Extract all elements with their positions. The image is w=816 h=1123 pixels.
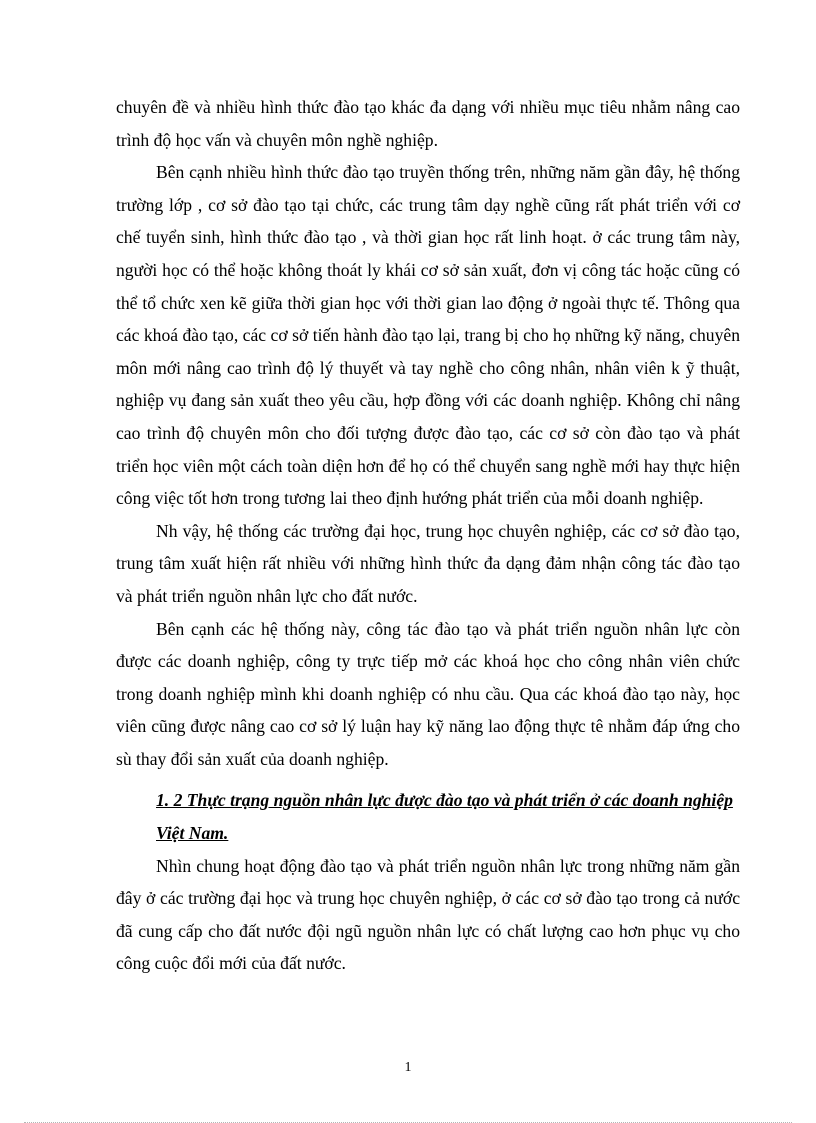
page-number: 1 bbox=[404, 1060, 412, 1075]
document-body bbox=[116, 91, 740, 980]
section-heading: 1. 2 Thực trạng nguồn nhân lực được đào tạo và phát triển ở các doanh nghiệp Việt Nam. bbox=[156, 790, 733, 844]
paragraph-training-forms: Bên cạnh nhiều hình thức đào tạo truyền thống trên, những năm gần đây, hệ thống trường lớp , cơ sở đào tạo tại chức, các trung tâm dạy nghề cũng rất phát triển với cơ chế tuyển sinh, hình thức đào tạo , và thời gian học rất linh hoạt. ở các trung tâm này, người học có thể hoặc không thoát ly khái cơ sở sản xuất, đơn vị công tác hoặc cũng có thể tổ chức xen kẽ giữa thời gian học với thời gian lao động ở ngoài thực tế. Thông qua các khoá đào tạo, các cơ sở tiến hành đào tạo lại, trang bị cho họ những kỹ năng, chuyên môn mới nâng cao trình độ lý thuyết và tay nghề cho công nhân, nhân viên k ỹ thuật, nghiệp vụ đang sản xuất theo yêu cầu, hợp đồng với các doanh nghiệp. Không chỉ nâng cao trình độ chuyên môn cho đối tượng được đào tạo, các cơ sở còn đào tạo và phát triển học viên một cách toàn diện hơn để họ có thể chuyển sang nghề mới hay thực hiện công việc tốt hơn trong tương lai theo định hướng phát triển của mỗi doanh nghiệp. bbox=[116, 162, 740, 509]
paragraph-enterprise-training: Bên cạnh các hệ thống này, công tác đào tạo và phát triển nguồn nhân lực còn được các doanh nghiệp, công ty trực tiếp mở các khoá học cho công nhân viên chức trong doanh nghiệp mình khi doanh nghiệp có nhu cầu. Qua các khoá đào tạo này, học viên cũng được nâng cao cơ sở lý luận hay kỹ năng lao động thực tê nhằm đáp ứng cho sù thay đổi sản xuất của doanh nghiệp. bbox=[116, 618, 740, 769]
paragraph-system-summary: Nh vậy, hệ thống các trường đại học, trung học chuyên nghiệp, các cơ sở đào tạo, trung tâm xuất hiện rất nhiều với những hình thức đa dạng đảm nhận công tác đào tạo và phát triển nguồn nhân lực cho đất nước. bbox=[116, 520, 740, 606]
paragraph-overview: Nhìn chung hoạt động đào tạo và phát triển nguồn nhân lực trong những năm gần đây ở các trường đại học và trung học chuyên nghiệp, ở các cơ sở đào tạo trong cả nước đã cung cấp cho đất nước đội ngũ nguồn nhân lực có chất lượng cao hơn phục vụ cho công cuộc đổi mới của đất nước. bbox=[116, 855, 740, 974]
paragraph-continuation: chuyên đề và nhiều hình thức đào tạo khác đa dạng với nhiều mục tiêu nhằm nâng cao trình độ học vấn và chuyên môn nghề nghiệp. bbox=[116, 97, 740, 150]
